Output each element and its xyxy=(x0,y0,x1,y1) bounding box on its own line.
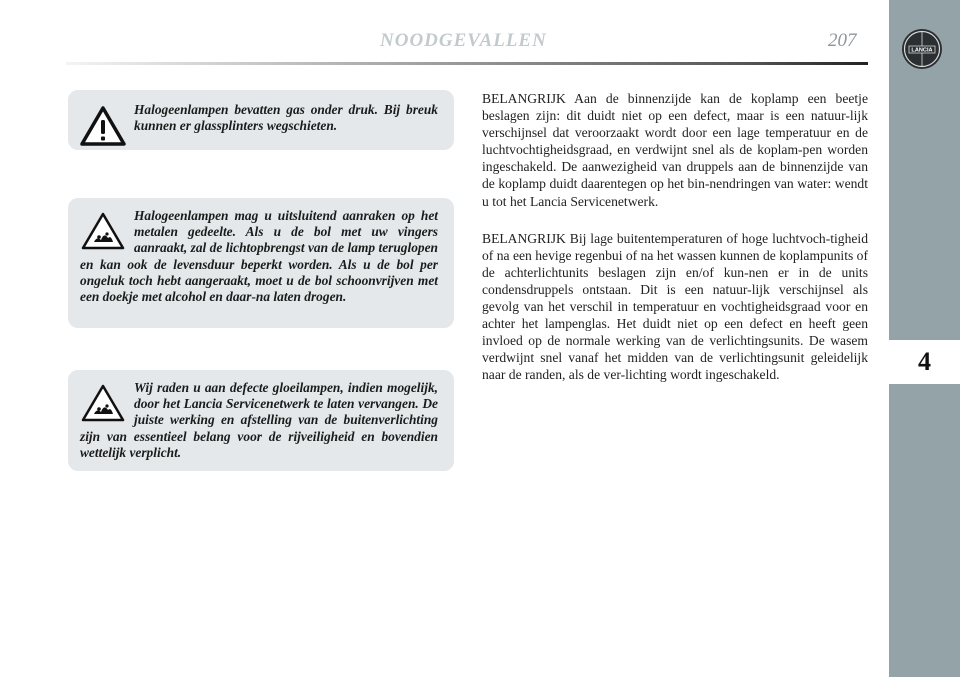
chapter-sidebar xyxy=(889,0,960,677)
body-text-column xyxy=(482,90,868,404)
warning-box-gas-pressure xyxy=(68,90,454,150)
header-divider xyxy=(66,62,868,65)
chapter-title: NOODGEVALLEN xyxy=(380,30,547,51)
page-number: 207 xyxy=(828,30,857,51)
environment-triangle-icon xyxy=(80,382,126,424)
warning-triangle-icon xyxy=(80,105,126,147)
warning-text: Halogeenlampen mag u uitsluitend aanraken op het metalen gedeelte. Als u de bol met uw vingers aanraakt, zal de lichtopbrengst van de lamp teruglopen en kan ook de levensduur beperkt worden. Als u de bol per ongeluk toch hebt aangeraakt, moet u de bol schoonvrijven met een doekje met alcohol en daar-na laten drogen. xyxy=(80,208,438,305)
chapter-number: 4 xyxy=(918,347,931,376)
warning-box-handling xyxy=(68,198,454,328)
chapter-tab xyxy=(889,340,960,384)
svg-text:LANCIA: LANCIA xyxy=(911,47,933,54)
paragraph-condensation-headlamp: BELANGRIJK Aan de binnenzijde kan de koplamp een beetje beslagen zijn: dit duidt niet op een defect, maar is een natuur-lijk verschijnsel dat veroorzaakt wordt door een lage temperatuur en de luchtvochtigheidsgraad, en verdwijnt snel als de koplam-pen worden ingeschakeld. De aanwezigheid van druppels aan de binnenzijde van de koplamp duidt daarentegen op het bin-nendringen van water: wendt u tot het Lancia Servicenetwerk. xyxy=(482,91,868,209)
environment-triangle-icon xyxy=(80,210,126,252)
lancia-logo xyxy=(901,28,943,70)
warning-text: Wij raden u aan defecte gloeilampen, indien mogelijk, door het Lancia Servicenetwerk te laten vervangen. De juiste werking en afstelling van de buitenverlichting zijn van essentieel belang voor de rijveiligheid en bovendien wettelijk verplicht. xyxy=(80,380,438,460)
warning-text: Halogeenlampen bevatten gas onder druk. Bij breuk kunnen er glassplinters wegschieten. xyxy=(134,102,438,134)
warning-box-service xyxy=(68,370,454,471)
paragraph-condensation-units: BELANGRIJK Bij lage buitentemperaturen of hoge luchtvoch-tigheid of na een hevige regenbui of na het wassen kunnen de koplampunits of de achterlichtunits beslagen zijn en/of kun-nen er in de units condensdruppels ontstaan. Dit is een natuur-lijk verschijnsel als gevolg van het verschil in temperatuur en vochtigheidsgraad voor en achter het lampenglas. Het duidt niet op een defect en heeft geen invloed op de normale werking van de verlichtingsunits. De wasem verdwijnt snel vanaf het midden van de verlichtingsunit geleidelijk naar de randen, als de ver-lichting wordt ingeschakeld. xyxy=(482,230,868,383)
